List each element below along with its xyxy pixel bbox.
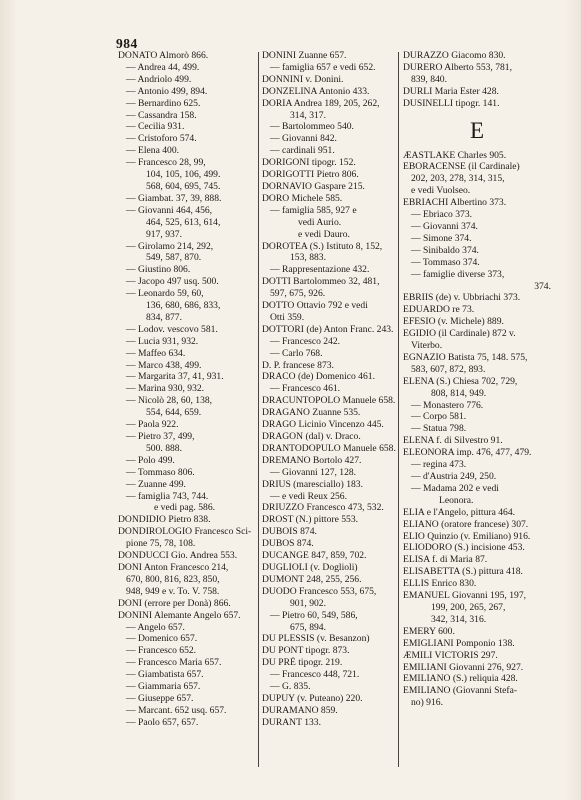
index-entry: — famiglia 657 e vedi 652. xyxy=(270,61,376,73)
index-entry: — Giustino 806. xyxy=(126,264,191,276)
index-entry: ÆMILI VICTORIS 297. xyxy=(403,649,498,661)
index-entry: — Marina 930, 932. xyxy=(126,383,205,395)
column-divider-left xyxy=(258,52,259,767)
index-entry: — Giambat. 37, 39, 888. xyxy=(126,192,222,204)
index-entry: DRIUS (maresciallo) 183. xyxy=(262,478,363,490)
index-entry: DRAGON (dal) v. Draco. xyxy=(262,431,361,442)
index-entry: — Giovanni 374. xyxy=(411,220,478,232)
index-entry: e vedi Vuolseo. xyxy=(411,185,471,197)
index-entry: 314, 317. xyxy=(290,109,326,121)
index-entry: vedi Aurio. xyxy=(298,216,342,228)
index-entry: — cardinali 951. xyxy=(270,145,335,157)
index-entry: — Francesco Maria 657. xyxy=(126,657,222,669)
index-entry: DONINI Alemante Angelo 657. xyxy=(118,609,241,621)
index-entry: DORIGOTTI Pietro 806. xyxy=(262,169,359,181)
index-entry: 583, 607, 872, 893. xyxy=(411,363,486,375)
index-entry: — famiglia 743, 744. xyxy=(126,490,209,502)
index-entry: DURAZZO Giacomo 830. xyxy=(403,50,506,61)
index-entry: DREMANO Bortolo 427. xyxy=(262,454,362,466)
index-entry: 500. 888. xyxy=(146,442,182,454)
index-entry: DUODO Francesco 553, 675, xyxy=(262,585,377,597)
index-entry: 549, 587, 870. xyxy=(146,252,202,264)
index-entry: DOTTI Bartolommeo 32, 481, xyxy=(262,276,380,288)
index-entry: EDUARDO re 73. xyxy=(403,304,475,316)
column-divider-right xyxy=(398,52,399,767)
index-entry: ELLIS Enrico 830. xyxy=(403,578,477,590)
index-entry: EMILIANO (Giovanni Stefa- xyxy=(403,685,518,697)
index-entry: 342, 314, 316. xyxy=(431,613,487,625)
index-entry: EFESIO (v. Michele) 889. xyxy=(403,316,504,328)
index-entry: DU PLESSIS (v. Besanzon) xyxy=(262,633,370,645)
index-entry: — Lucia 931, 932. xyxy=(126,335,199,347)
index-entry: DORIA Andrea 189, 205, 262, xyxy=(262,97,380,109)
index-entry: — Nicolò 28, 60, 138, xyxy=(126,395,213,407)
index-entry: DUCANGE 847, 859, 702. xyxy=(262,550,367,562)
index-entry: ELISA f. di Maria 87. xyxy=(403,554,488,566)
index-entry: ELENA f. di Silvestro 91. xyxy=(403,435,503,447)
index-entry: DONATO Almorò 866. xyxy=(118,50,209,61)
index-entry: DONI Anton Francesco 214, xyxy=(118,561,229,573)
index-entry: DOTTORI (de) Anton Franc. 243. xyxy=(262,323,394,335)
index-entry: DUGLIOLI (v. Doglioli) xyxy=(262,561,358,573)
index-entry: EBORACENSE (il Cardinale) xyxy=(403,161,520,173)
index-entry: 202, 203, 278, 314, 315, xyxy=(411,173,505,185)
index-entry: DONNINI v. Donini. xyxy=(262,73,344,85)
index-entry: 917, 937. xyxy=(146,228,182,240)
index-entry: — Giovanni 464, 456, xyxy=(126,204,213,216)
index-entry: DUBOS 874. xyxy=(262,538,314,550)
index-entry: — Francesco 28, 99, xyxy=(126,157,206,169)
index-entry: DONZELINA Antonio 433. xyxy=(262,85,370,97)
index-entry: DURLI Maria Ester 428. xyxy=(403,85,499,97)
index-entry: DORIGONI tipogr. 152. xyxy=(262,157,356,169)
index-entry: — Domenico 657. xyxy=(126,633,198,645)
index-entry: EBRIACHI Albertino 373. xyxy=(403,197,507,209)
index-entry: DRANTODOPULO Manuele 658. xyxy=(262,442,396,454)
index-entry: ÆASTLAKE Charles 905. xyxy=(403,149,507,161)
index-entry: — Giuseppe 657. xyxy=(126,692,194,704)
index-entry: — famiglia 585, 927 e xyxy=(270,204,357,216)
index-entry: — Maffeo 634. xyxy=(126,347,186,359)
index-entry: — Giovanni 842. xyxy=(270,133,337,145)
index-entry: pione 75, 78, 108. xyxy=(126,538,196,550)
index-entry: — Bartolommeo 540. xyxy=(270,121,354,133)
index-entry: EMIGLIANI Pomponio 138. xyxy=(403,637,515,649)
index-entry: Leonora. xyxy=(439,494,474,506)
index-entry: — Corpo 581. xyxy=(411,411,467,423)
index-entry: — Statua 798. xyxy=(411,423,467,435)
index-entry: — Lodov. vescovo 581. xyxy=(126,323,218,335)
index-entry: — Giammaria 657. xyxy=(126,681,201,693)
index-entry: — Ebriaco 373. xyxy=(411,209,473,221)
index-entry: e vedi pag. 586. xyxy=(154,502,216,514)
index-entry: — Paolo 657, 657. xyxy=(126,716,199,728)
index-entry: — e vedi Reux 256. xyxy=(270,490,348,502)
index-entry: — Tommaso 374. xyxy=(411,256,480,268)
index-entry: — famiglie diverse 373, xyxy=(411,268,505,280)
index-entry: DRAGO Licinio Vincenzo 445. xyxy=(262,419,384,431)
index-entry: DORNAVIO Gaspare 215. xyxy=(262,180,365,192)
index-entry: — Andriolo 499. xyxy=(126,73,192,85)
index-entry: EMANUEL Giovanni 195, 197, xyxy=(403,590,527,602)
index-entry: DROST (N.) pittore 553. xyxy=(262,514,359,526)
index-entry: DURANT 133. xyxy=(262,716,321,728)
index-entry: ELENA (S.) Chiesa 702, 729, xyxy=(403,375,518,387)
index-entry: — d'Austria 249, 250. xyxy=(411,471,497,482)
index-column-3 xyxy=(403,50,551,709)
index-entry: DOTTO Ottavio 792 e vedi xyxy=(262,300,368,312)
index-entry: DUBOIS 874. xyxy=(262,526,317,538)
index-entry: — Pietro 37, 499, xyxy=(126,431,195,442)
index-entry: DONDUCCI Gio. Andrea 553. xyxy=(118,550,238,562)
index-entry: EBRIIS (de) v. Ubbriachi 373. xyxy=(403,292,521,304)
index-entry: ELISABETTA (S.) pittura 418. xyxy=(403,566,523,578)
index-entry: DUSINELLI tipogr. 141. xyxy=(403,97,500,109)
index-entry: 839, 840. xyxy=(411,73,447,85)
index-entry: DONDIDIO Pietro 838. xyxy=(118,514,211,526)
index-entry: — Rappresentazione 432. xyxy=(270,264,370,276)
index-entry: DURAMANO 859. xyxy=(262,704,338,716)
index-entry: — Giambatista 657. xyxy=(126,669,204,681)
index-entry: EGIDIO (il Cardinale) 872 v. xyxy=(403,328,516,340)
index-entry: EMERY 600. xyxy=(403,625,455,637)
index-entry: 597, 675, 926. xyxy=(270,288,326,300)
index-entry: DUMONT 248, 255, 256. xyxy=(262,573,362,585)
index-entry: ELIA e l'Angelo, pittura 464. xyxy=(403,506,516,518)
index-entry: — Andrea 44, 499. xyxy=(126,61,200,73)
index-entry: 374. xyxy=(534,280,551,292)
index-entry: — Pietro 60, 549, 586, xyxy=(270,609,358,621)
index-entry: ELIANO (oratore francese) 307. xyxy=(403,518,529,530)
index-entry: — G. 835. xyxy=(270,681,311,693)
index-entry: — Bernardino 625. xyxy=(126,97,201,109)
index-entry: — Cristoforo 574. xyxy=(126,133,197,145)
index-entry: DONDIROLOGIO Francesco Sci- xyxy=(118,526,252,538)
index-entry: EMILIANI Giovanni 276, 927. xyxy=(403,661,524,673)
index-entry: 834, 877. xyxy=(146,311,182,323)
index-entry: — Zuanne 499. xyxy=(126,478,186,490)
index-entry: — Madama 202 e vedi xyxy=(411,482,499,494)
index-entry: DRIUZZO Francesco 473, 532. xyxy=(262,502,384,514)
index-entry: ELEONORA imp. 476, 477, 479. xyxy=(403,447,532,459)
index-entry: DUPUY (v. Puteano) 220. xyxy=(262,692,363,704)
index-entry: EMILIANO (S.) reliquia 428. xyxy=(403,673,518,685)
index-column-2 xyxy=(262,50,398,729)
index-entry: — Leonardo 59, 60, xyxy=(126,288,204,300)
index-entry: e vedi Dauro. xyxy=(298,228,350,240)
index-entry: — Margarita 37, 41, 931. xyxy=(126,371,224,383)
index-entry: — Francesco 461. xyxy=(270,383,341,395)
index-entry: — Jacopo 497 usq. 500. xyxy=(126,276,219,288)
index-entry: D. P. francese 873. xyxy=(262,359,334,371)
index-entry: 199, 200, 265, 267, xyxy=(431,601,506,613)
index-entry: DONINI Zuanne 657. xyxy=(262,50,347,61)
index-entry: 675, 894. xyxy=(290,621,326,633)
section-letter-heading: E xyxy=(469,117,485,143)
index-entry: 104, 105, 106, 499. xyxy=(146,169,221,181)
index-entry: — Polo 499. xyxy=(126,454,175,466)
index-entry: — Francesco 242. xyxy=(270,335,341,347)
index-entry: ELIODORO (S.) incisione 453. xyxy=(403,542,525,554)
index-entry: DRAGANO Zuanne 535. xyxy=(262,407,361,419)
index-column-1 xyxy=(118,50,256,729)
index-entry: 808, 814, 949. xyxy=(431,387,487,399)
index-entry: — Tommaso 806. xyxy=(126,466,195,478)
index-entry: ELIO Quinzio (v. Emiliano) 916. xyxy=(403,530,531,542)
page-number: 984 xyxy=(116,36,138,51)
index-entry: 670, 800, 816, 823, 850, xyxy=(126,573,220,585)
index-entry: — Cecilia 931. xyxy=(126,121,185,133)
index-entry: — Antonio 499, 894. xyxy=(126,85,208,97)
index-entry: — Francesco 448, 721. xyxy=(270,669,360,681)
index-entry: Otti 359. xyxy=(270,311,305,323)
index-entry: Viterbo. xyxy=(411,340,443,352)
index-entry: 568, 604, 695, 745. xyxy=(146,180,221,192)
index-entry: — regina 473. xyxy=(411,459,467,471)
index-entry: — Angelo 657. xyxy=(126,621,185,633)
index-entry: — Marcant. 652 usq. 657. xyxy=(126,704,227,716)
index-entry: no) 916. xyxy=(411,697,443,709)
index-entry: — Francesco 652. xyxy=(126,645,197,657)
index-entry: — Marco 438, 499. xyxy=(126,359,202,371)
index-entry: — Cassandra 158. xyxy=(126,109,197,121)
index-entry: — Girolamo 214, 292, xyxy=(126,240,214,252)
index-entry: 554, 644, 659. xyxy=(146,407,202,419)
index-entry: DORO Michele 585. xyxy=(262,192,343,204)
index-entry: 901, 902. xyxy=(290,597,326,609)
index-entry: — Elena 400. xyxy=(126,145,180,157)
index-entry: — Simone 374. xyxy=(411,232,472,244)
index-entry: 136, 680, 686, 833, xyxy=(146,300,221,312)
index-entry: — Carlo 768. xyxy=(270,347,323,359)
index-entry: EGNAZIO Batista 75, 148. 575, xyxy=(403,351,528,363)
index-entry: — Sinibaldo 374. xyxy=(411,244,479,256)
index-entry: DU PRÉ tipogr. 219. xyxy=(262,657,343,669)
index-entry: DRACO (de) Domenico 461. xyxy=(262,371,375,383)
index-entry: 948, 949 e v. To. V. 758. xyxy=(126,585,220,597)
index-entry: 153, 883. xyxy=(290,252,326,264)
index-entry: DRACUNTOPOLO Manuele 658. xyxy=(262,395,396,407)
index-entry: DU PONT tipogr. 873. xyxy=(262,645,350,657)
index-entry: DONI (errore per Donà) 866. xyxy=(118,597,231,609)
index-entry: DURERO Alberto 553, 781, xyxy=(403,61,512,73)
index-entry: — Monastero 776. xyxy=(411,399,484,411)
index-entry: 464, 525, 613, 614, xyxy=(146,216,221,228)
index-entry: — Giovanni 127, 128. xyxy=(270,466,357,478)
index-entry: — Paola 922. xyxy=(126,419,179,431)
index-entry: DOROTEA (S.) Istituto 8, 152, xyxy=(262,240,383,252)
